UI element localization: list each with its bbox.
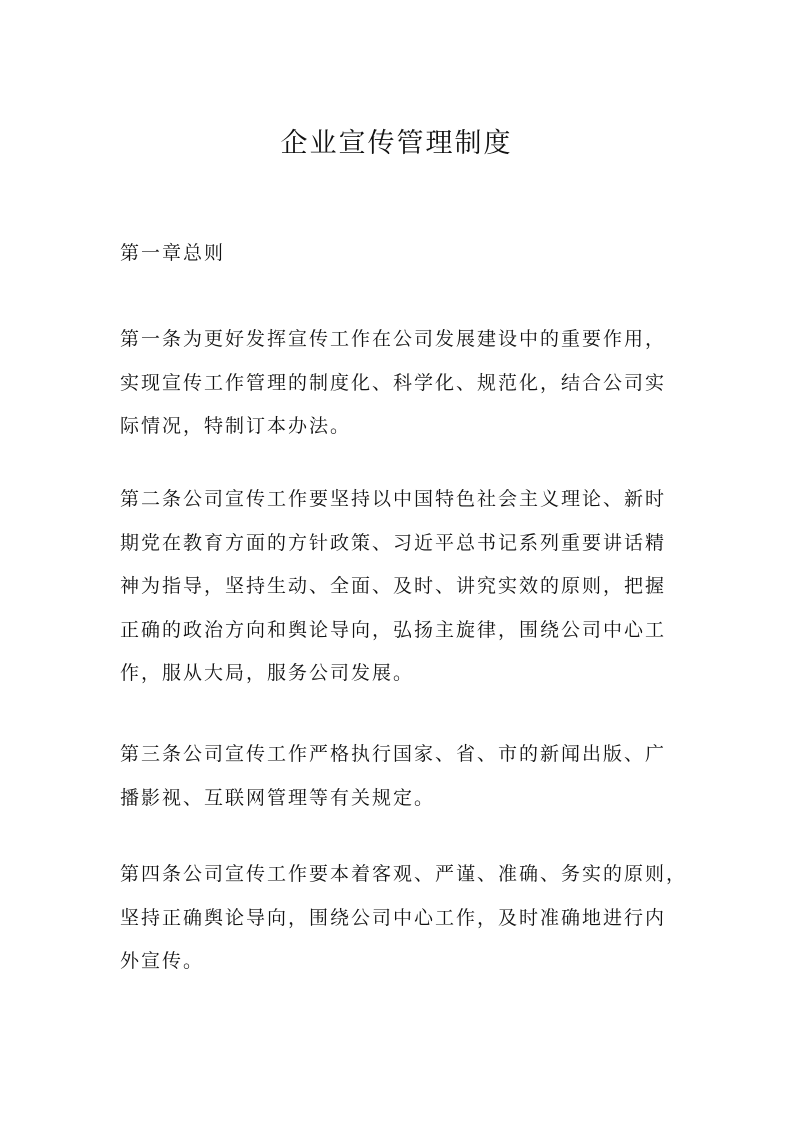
paragraph-line: 坚持正确舆论导向，围绕公司中心工作，及时准确地进行内 (120, 906, 667, 929)
paragraph-line: 神为指导，坚持生动、全面、及时、讲究实效的原则，把握 (120, 575, 667, 597)
article-4-paragraph (120, 853, 688, 984)
article-1-paragraph (120, 318, 680, 449)
chapter-heading: 第一章总则 (120, 242, 226, 264)
paragraph-line: 第四条公司宣传工作要本着客观、严谨、准确、务实的原则， (120, 863, 688, 885)
paragraph-line: 第二条公司宣传工作要坚持以中国特色社会主义理论、新时 (120, 488, 667, 510)
paragraph-line: 外宣传。 (120, 950, 205, 972)
paragraph-line: 期党在教育方面的方针政策、习近平总书记系列重要讲话精 (120, 531, 667, 554)
article-3-paragraph (120, 733, 680, 820)
paragraph-line: 际情况，特制订本办法。 (120, 415, 352, 437)
paragraph-line: 第一条为更好发挥宣传工作在公司发展建设中的重要作用， (120, 328, 667, 350)
article-2-paragraph (120, 478, 680, 696)
paragraph-line: 播影视、互联网管理等有关规定。 (120, 786, 436, 809)
document-title: 企业宣传管理制度 (280, 128, 513, 159)
paragraph-line: 实现宣传工作管理的制度化、科学化、规范化，结合公司实 (120, 371, 667, 394)
paragraph-line: 作，服从大局，服务公司发展。 (120, 662, 415, 684)
paragraph-line: 第三条公司宣传工作严格执行国家、省、市的新闻出版、广 (120, 743, 667, 765)
paragraph-line: 正确的政治方向和舆论导向，弘扬主旋律，围绕公司中心工 (120, 618, 667, 641)
